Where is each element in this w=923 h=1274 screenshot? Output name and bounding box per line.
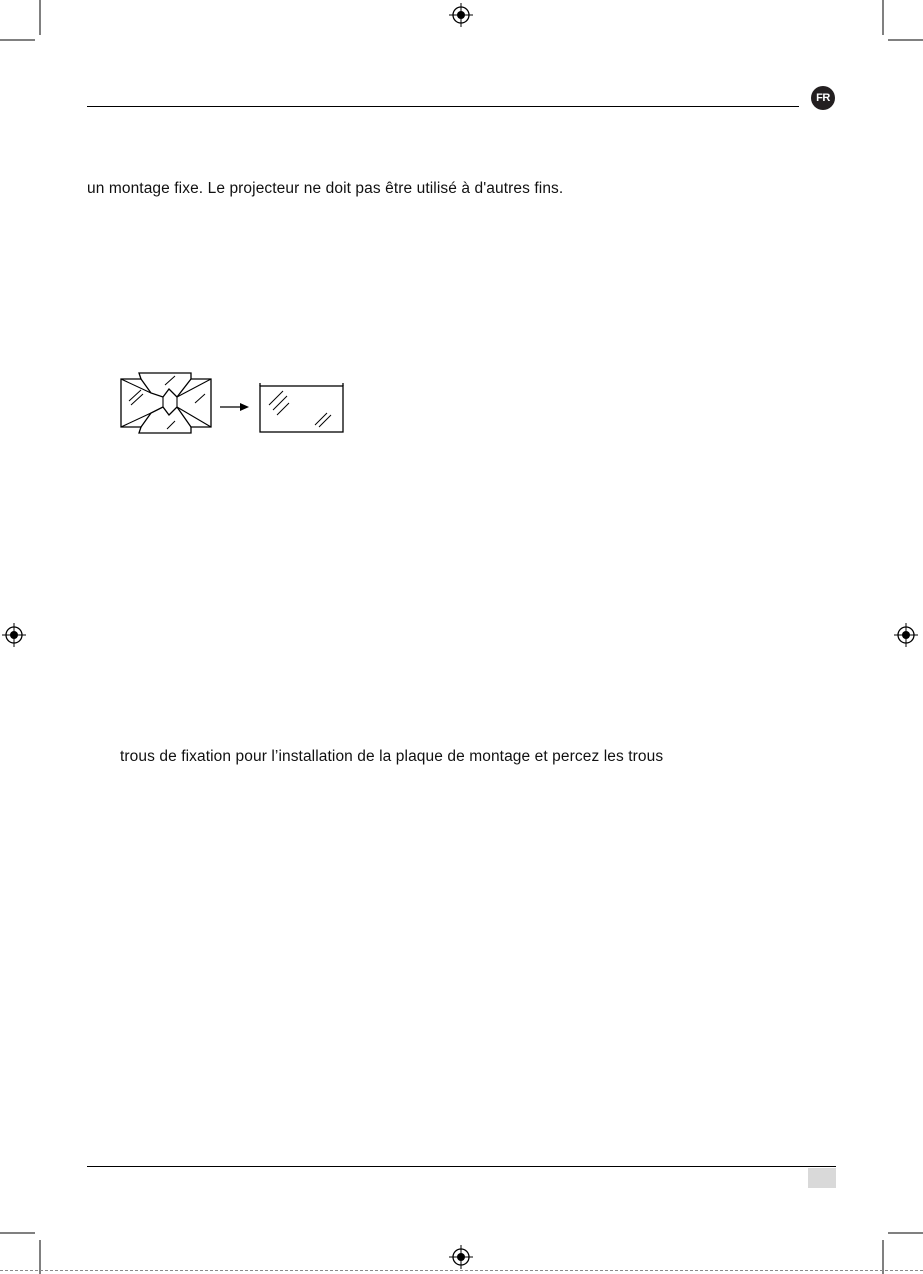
body-text-line-2: trous de fixation pour l’installation de la plaque de montage et percez les trous — [120, 748, 664, 765]
registration-mark-right-icon — [894, 623, 918, 647]
language-badge: FR — [811, 86, 835, 110]
header-rule — [87, 106, 799, 107]
registration-mark-bottom-icon — [449, 1245, 473, 1269]
registration-mark-left-icon — [2, 623, 26, 647]
footer-rule — [87, 1166, 836, 1167]
bottom-trim-line — [0, 1270, 923, 1271]
broken-glass-icon — [119, 373, 219, 435]
page-number-box — [808, 1168, 836, 1188]
intact-glass-icon — [259, 383, 345, 433]
registration-mark-top-icon — [449, 3, 473, 27]
arrow-icon — [220, 402, 250, 412]
body-text-line-1: un montage fixe. Le projecteur ne doit pas être utilisé à d'autres fins. — [87, 180, 564, 197]
